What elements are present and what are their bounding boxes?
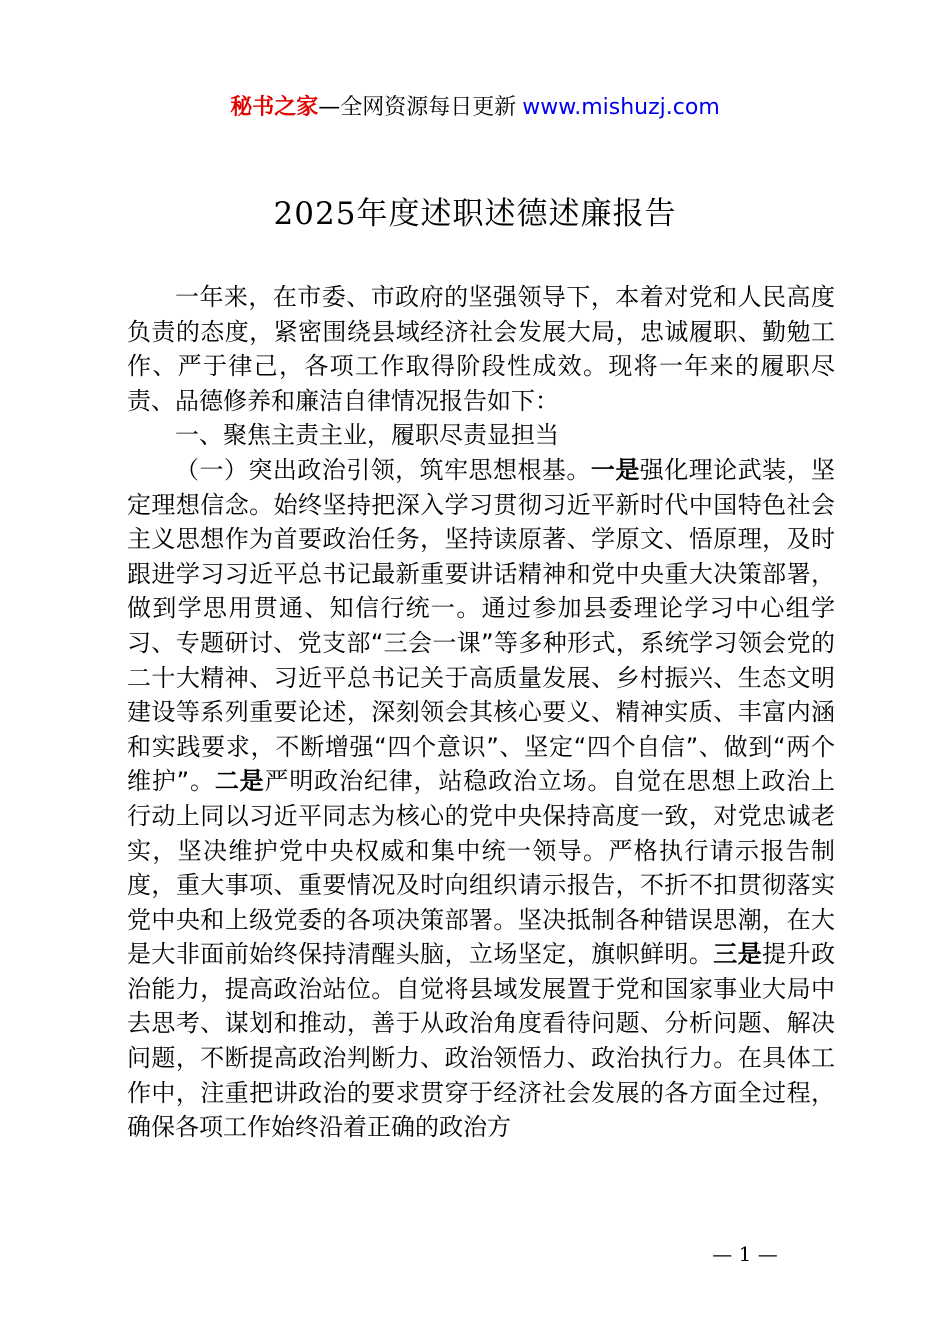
document-body: [127, 280, 835, 1145]
document-title: 2025年度述职述德述廉报告: [273, 196, 677, 232]
section-heading: 一、聚焦主责主业，履职尽责显担当: [175, 421, 559, 450]
site-slogan: —全网资源每日更新: [318, 95, 517, 120]
point-label-3: 三是: [713, 940, 763, 969]
subsection-paragraph: [127, 453, 835, 1145]
subsection-heading: （一）突出政治引领，筑牢思想根基。: [175, 455, 591, 484]
site-url-link[interactable]: www.mishuzj.com: [522, 95, 720, 120]
site-header: [0, 90, 950, 121]
page-number: — 1 —: [712, 1242, 778, 1266]
point-label-1: 一是: [590, 455, 640, 484]
point-text-3: 提升政治能力，提高政治站位。自觉将县域发展置于党和国家事业大局中去思考、谋划和推动，善于从政治角度看待问题、分析问题、解决问题，不断提高政治判断力、政治领悟力、政治执行力。在具体工作中，注重把讲政治的要求贯穿于经济社会发展的各方面全过程，确保各项工作始终沿着正确的政治方: [127, 940, 836, 1142]
point-text-2: 严明政治纪律，站稳政治立场。自觉在思想上政治上行动上同以习近平同志为核心的党中央保持高度一致，对党忠诚老实，坚决维护党中央权威和集中统一领导。严格执行请示报告制度，重大事项、重要情况及时向组织请示报告，不折不扣贯彻落实党中央和上级党委的各项决策部署。坚决抵制各种错误思潮，在大是大非面前始终保持清醒头脑，立场坚定，旗帜鲜明。: [127, 767, 836, 969]
site-name: 秘书之家: [230, 95, 319, 120]
intro-paragraph: 一年来，在市委、市政府的坚强领导下，本着对党和人民高度负责的态度，紧密围绕县域经济社会发展大局，忠诚履职、勤勉工作、严于律己，各项工作取得阶段性成效。现将一年来的履职尽责、品德修养和廉洁自律情况报告如下：: [127, 283, 835, 415]
point-text-1: 强化理论武装，坚定理想信念。始终坚持把深入学习贯彻习近平新时代中国特色社会主义思想作为首要政治任务，坚持读原著、学原文、悟原理，及时跟进学习习近平总书记最新重要讲话精神和党中央重大决策部署，做到学思用贯通、知信行统一。通过参加县委理论学习中心组学习、专题研讨、党支部“三会一课”等多种形式，系统学习领会党的二十大精神、习近平总书记关于高质量发展、乡村振兴、生态文明建设等系列重要论述，深刻领会其核心要义、精神实质、丰富内涵和实践要求，不断增强“四个意识”、坚定“四个自信”、做到“两个维护”。: [127, 455, 836, 796]
point-label-2: 二是: [214, 767, 265, 796]
